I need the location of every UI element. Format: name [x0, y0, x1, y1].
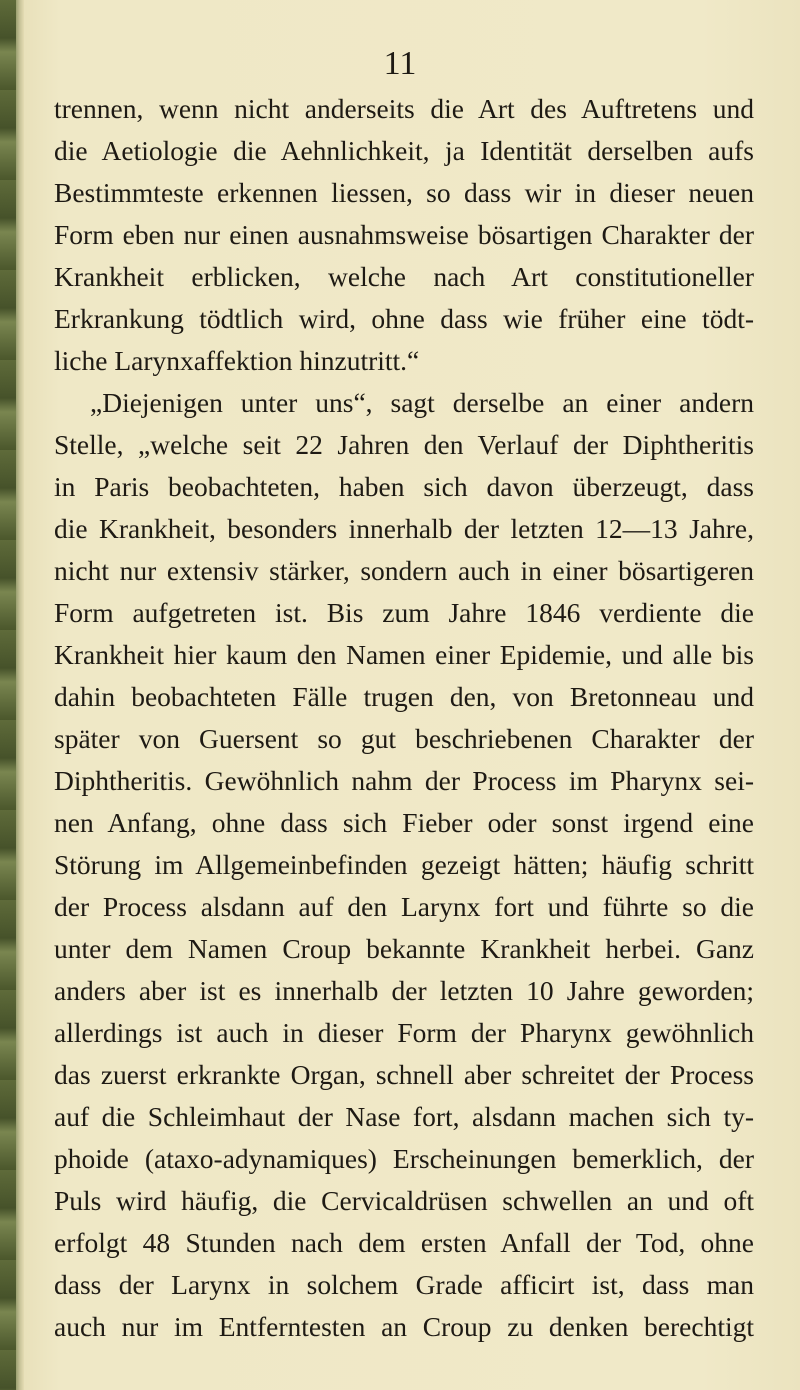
text-line-28: erfolgt 48 Stunden nach dem ersten Anfall der Tod, ohne — [54, 1227, 754, 1258]
text-line-16: später von Guersent so gut beschriebenen Charakter der — [54, 723, 754, 754]
text-line-11: die Krankheit, besonders innerhalb der letzten 12—13 Jahre, — [54, 513, 754, 544]
text-line-3: Bestimmteste erkennen liessen, so dass wir in dieser neuen — [54, 177, 754, 208]
text-line-26: phoide (ataxo-adynamiques) Erscheinungen bemerklich, der — [54, 1143, 754, 1174]
text-line-23: allerdings ist auch in dieser Form der Pharynx gewöhnlich — [54, 1017, 754, 1048]
text-line-13: Form aufgetreten ist. Bis zum Jahre 1846 verdiente die — [54, 597, 754, 628]
text-line-6: Erkrankung tödtlich wird, ohne dass wie früher eine tödt- — [54, 303, 754, 334]
text-line-12: nicht nur extensiv stärker, sondern auch in einer bösartigeren — [54, 555, 754, 586]
text-line-17: Diphtheritis. Gewöhnlich nahm der Process im Pharynx sei- — [54, 765, 754, 796]
text-line-25: auf die Schleimhaut der Nase fort, alsdann machen sich ty- — [54, 1101, 754, 1132]
text-line-20: der Process alsdann auf den Larynx fort und führte so die — [54, 891, 754, 922]
page-number: 11 — [383, 45, 417, 82]
text-line-19: Störung im Allgemeinbefinden gezeigt hätten; häufig schritt — [54, 849, 754, 880]
text-line-8: „Diejenigen unter uns“, sagt derselbe an einer andern — [90, 387, 754, 418]
text-line-15: dahin beobachteten Fälle trugen den, von Bretonneau und — [54, 681, 754, 712]
text-line-10: in Paris beobachteten, haben sich davon überzeugt, dass — [54, 471, 754, 502]
text-line-2: die Aetiologie die Aehnlichkeit, ja Identität derselben aufs — [54, 135, 754, 166]
text-line-1: trennen, wenn nicht anderseits die Art des Auftretens und — [54, 93, 754, 124]
text-line-27: Puls wird häufig, die Cervicaldrüsen schwellen an und oft — [54, 1185, 754, 1216]
text-line-24: das zuerst erkrankte Organ, schnell aber schreitet der Process — [54, 1059, 754, 1090]
text-line-21: unter dem Namen Croup bekannte Krankheit herbei. Ganz — [54, 933, 754, 964]
text-line-18: nen Anfang, ohne dass sich Fieber oder sonst irgend eine — [54, 807, 754, 838]
page-gutter-shadow — [16, 0, 24, 1390]
text-line-4: Form eben nur einen ausnahmsweise bösartigen Charakter der — [54, 219, 754, 250]
text-line-22: anders aber ist es innerhalb der letzten 10 Jahre geworden; — [54, 975, 754, 1006]
text-line-5: Krankheit erblicken, welche nach Art constitutioneller — [54, 261, 754, 292]
text-line-30: auch nur im Entferntesten an Croup zu denken berechtigt — [54, 1311, 754, 1342]
text-line-7: liche Larynxaffektion hinzutritt.“ — [54, 345, 420, 376]
text-line-29: dass der Larynx in solchem Grade afficirt ist, dass man — [54, 1269, 754, 1300]
text-line-9: Stelle, „welche seit 22 Jahren den Verlauf der Diphtheritis — [54, 429, 754, 460]
book-binding-edge — [0, 0, 16, 1390]
text-line-14: Krankheit hier kaum den Namen einer Epidemie, und alle bis — [54, 639, 754, 670]
